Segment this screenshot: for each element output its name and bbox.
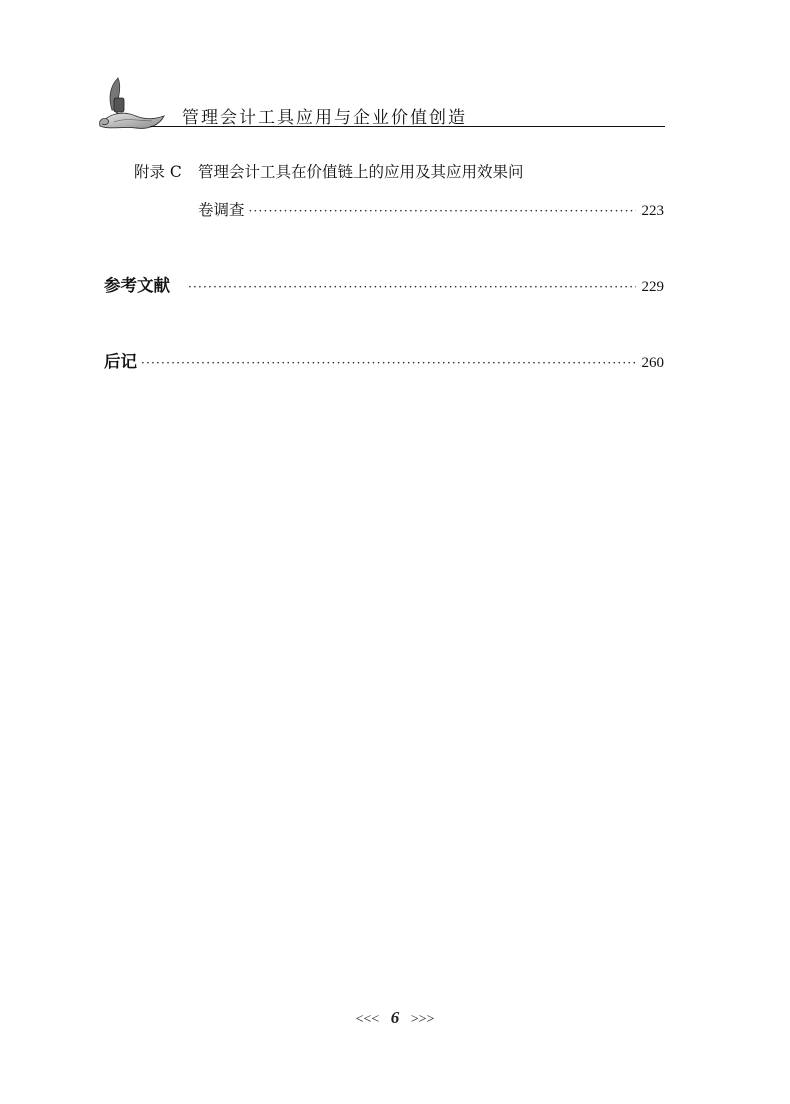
appendix-label: 附录 C xyxy=(134,163,182,181)
dot-leader xyxy=(188,280,636,294)
toc-entry-appendix-c-continued[interactable] xyxy=(198,198,664,220)
running-header-title: 管理会计工具应用与企业价值创造 xyxy=(182,108,467,128)
appendix-title-line1: 管理会计工具在价值链上的应用及其应用效果问 xyxy=(198,163,524,181)
references-title: 参考文献 xyxy=(104,276,170,295)
footer-prefix: <<< xyxy=(355,1012,380,1027)
footer-page-number: 6 xyxy=(390,1008,400,1027)
header-divider xyxy=(150,126,665,127)
toc-entry-appendix-c[interactable] xyxy=(134,160,524,182)
page-footer xyxy=(0,1008,790,1028)
dot-leader xyxy=(249,204,636,218)
toc-entry-postscript[interactable] xyxy=(104,348,664,372)
page-number: 223 xyxy=(641,203,664,219)
page-number: 229 xyxy=(641,279,664,295)
appendix-title-line2: 卷调查 xyxy=(198,201,245,219)
toc-entry-references[interactable] xyxy=(104,272,664,296)
footer-suffix: >>> xyxy=(410,1012,435,1027)
dot-leader xyxy=(141,356,636,370)
page-number: 260 xyxy=(641,355,664,371)
postscript-title: 后记 xyxy=(104,352,137,371)
